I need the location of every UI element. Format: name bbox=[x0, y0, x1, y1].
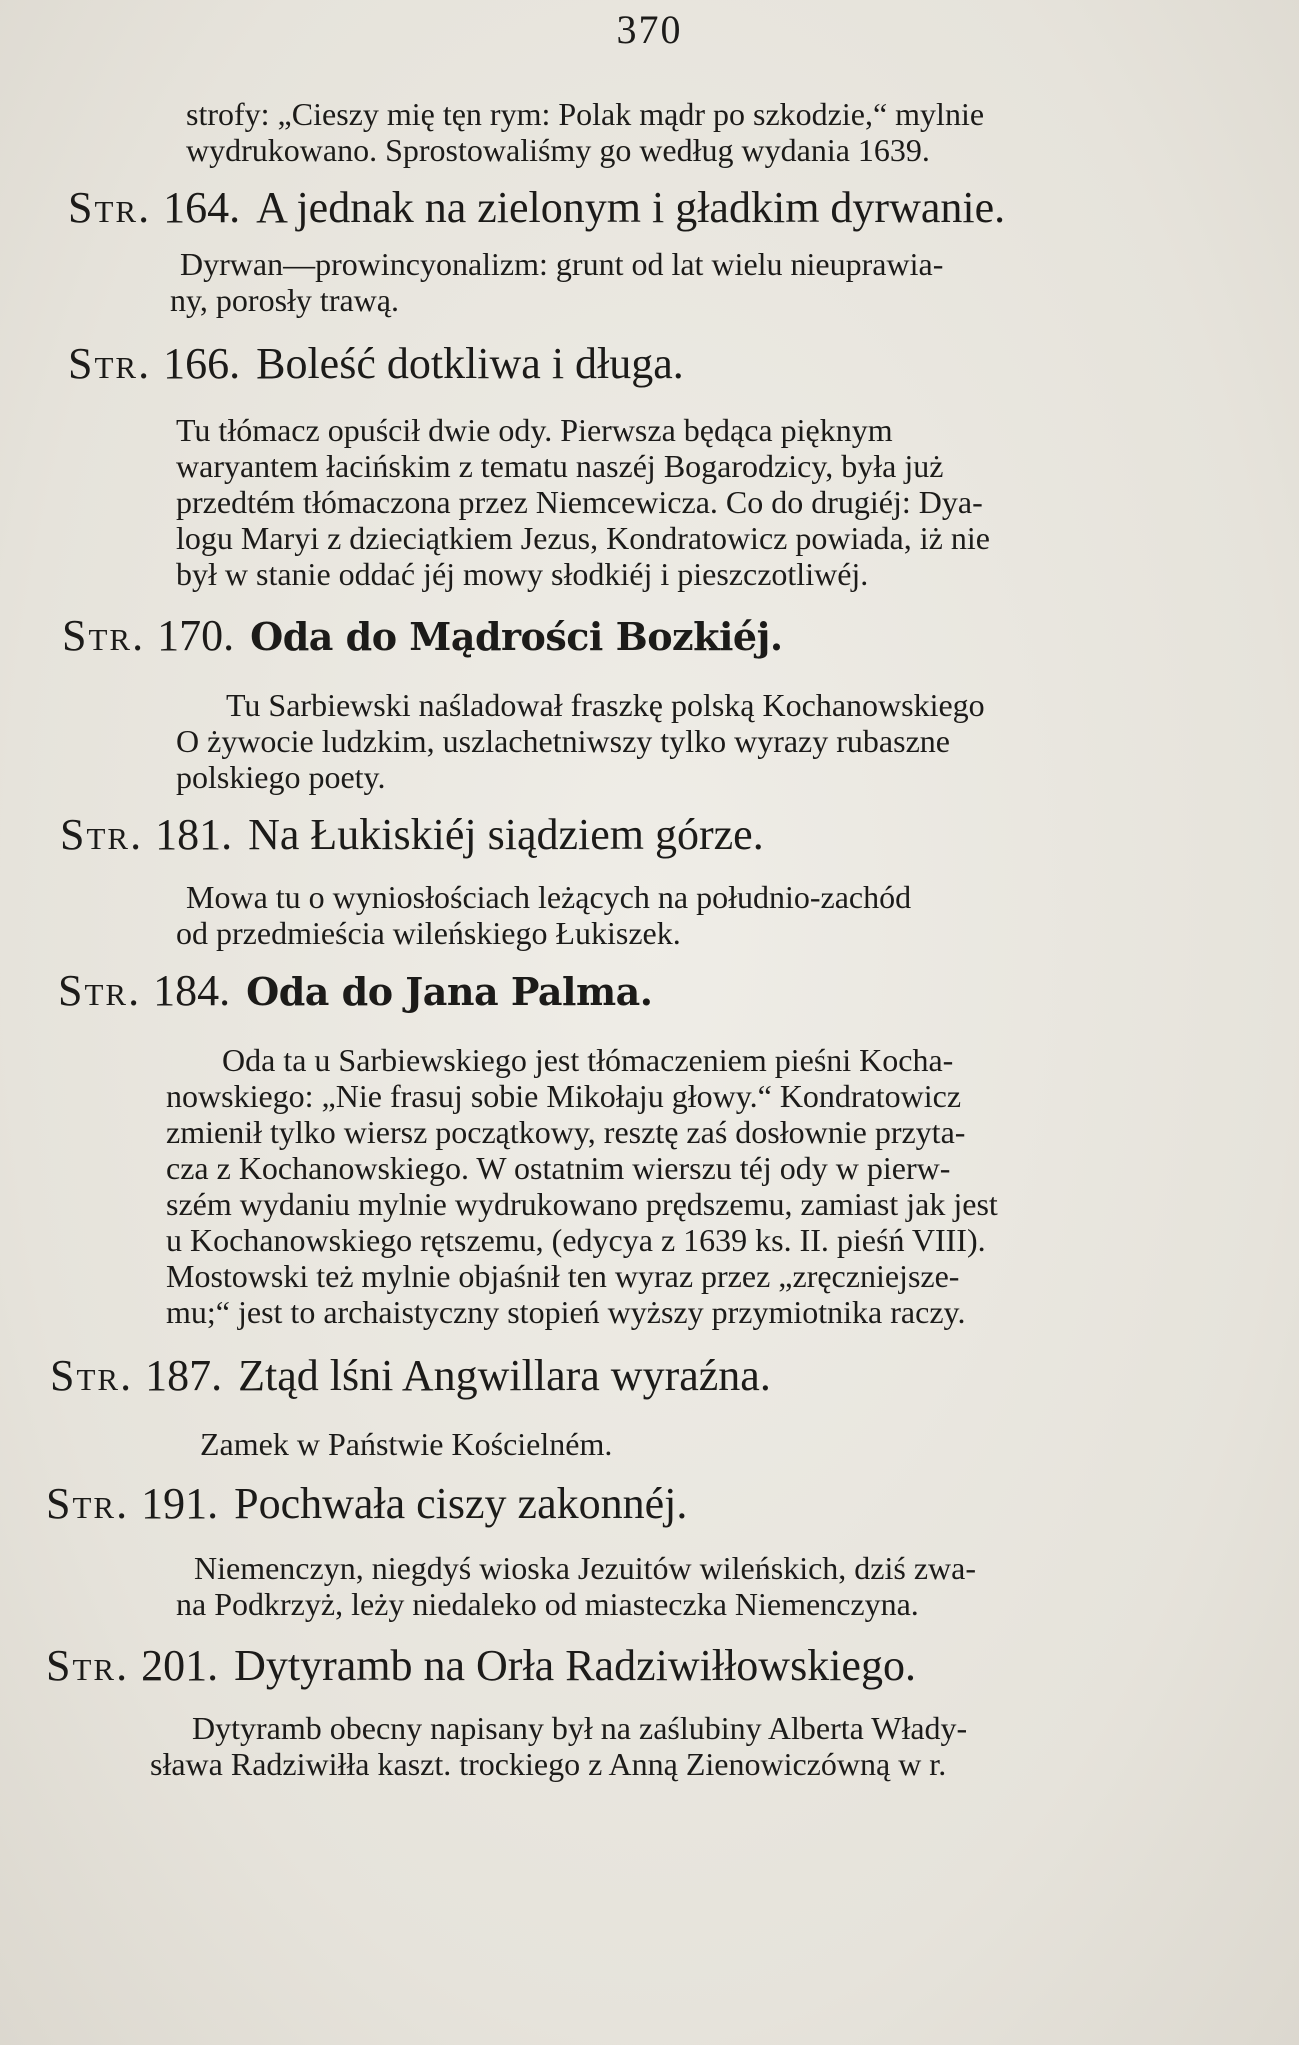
str-label: Str. bbox=[50, 1351, 134, 1400]
str-label: Str. bbox=[68, 339, 152, 388]
entry-note bbox=[150, 1710, 1160, 1782]
str-label: Str. bbox=[58, 966, 142, 1015]
text-line: sława Radziwiłła kaszt. trockiego z Anną Zienowiczówną w r. bbox=[150, 1746, 947, 1782]
entry-note bbox=[170, 246, 1180, 318]
page-ref: 187. bbox=[145, 1351, 223, 1400]
text-line: od przedmieścia wileńskiego Łukiszek. bbox=[176, 915, 681, 951]
text-line: przedtém tłómaczona przez Niemcewicza. Co do drugiéj: Dya- bbox=[176, 484, 983, 520]
entry-note bbox=[200, 1426, 1170, 1462]
entry-184 bbox=[0, 965, 1299, 1330]
entry-201 bbox=[0, 1640, 1299, 1782]
str-label: Str. bbox=[62, 611, 146, 660]
entry-note bbox=[166, 1042, 1176, 1330]
entry-heading bbox=[50, 1350, 1299, 1402]
text-line: Dytyramb obecny napisany był na zaślubiny Alberta Włady- bbox=[192, 1710, 968, 1746]
text-line: Zamek w Państwie Kościelném. bbox=[200, 1426, 613, 1462]
entry-title: A jednak na zielonym i gładkim dyrwanie. bbox=[256, 183, 1006, 232]
entry-note bbox=[176, 412, 1176, 592]
entry-title: Boleść dotkliwa i długa. bbox=[256, 339, 684, 388]
entry-187 bbox=[0, 1350, 1299, 1462]
text-line: ny, porosły trawą. bbox=[170, 282, 399, 318]
text-line: Mowa tu o wyniosłościach leżących na południo-zachód bbox=[186, 879, 912, 915]
entry-heading bbox=[68, 338, 1299, 390]
page-content bbox=[0, 96, 1299, 1782]
text-line: Oda ta u Sarbiewskiego jest tłómaczeniem pieśni Kocha- bbox=[222, 1042, 954, 1078]
text-line: logu Maryi z dzieciątkiem Jezus, Kondratowicz powiada, iż nie bbox=[176, 520, 990, 556]
entry-title: Oda do Jana Palma. bbox=[246, 969, 653, 1014]
intro-paragraph bbox=[186, 96, 1176, 168]
text-line: na Podkrzyż, leży niedaleko od miasteczka Niemenczyna. bbox=[176, 1586, 919, 1622]
entry-191 bbox=[0, 1478, 1299, 1622]
entry-title: Ztąd lśni Angwillara wyraźna. bbox=[238, 1351, 771, 1400]
entry-heading bbox=[46, 1478, 1299, 1530]
text-line: strofy: „Cieszy mię tęn rym: Polak mądr po szkodzie,“ mylnie bbox=[186, 96, 985, 132]
str-label: Str. bbox=[60, 810, 144, 859]
text-line: O żywocie ludzkim, uszlachetniwszy tylko wyrazy rubaszne bbox=[176, 723, 950, 759]
entry-title: Oda do Mądrości Bozkiéj. bbox=[250, 614, 783, 659]
entry-166 bbox=[0, 338, 1299, 592]
text-line: wydrukowano. Sprostowaliśmy go według wydania 1639. bbox=[186, 132, 930, 168]
entry-title: Pochwała ciszy zakonnéj. bbox=[234, 1479, 688, 1528]
page-ref: 181. bbox=[155, 810, 233, 859]
page-number: 370 bbox=[616, 7, 683, 52]
text-line: Tu tłómacz opuścił dwie ody. Pierwsza będąca pięknym bbox=[176, 412, 893, 448]
page-ref: 191. bbox=[141, 1479, 219, 1528]
entry-heading bbox=[60, 809, 1299, 861]
text-line: był w stanie oddać jéj mowy słodkiéj i pieszczotliwéj. bbox=[176, 556, 869, 592]
entry-heading bbox=[68, 182, 1299, 234]
text-line: Tu Sarbiewski naśladował fraszkę polską Kochanowskiego bbox=[226, 687, 985, 723]
page-ref: 184. bbox=[153, 966, 231, 1015]
text-line: zmienił tylko wiersz początkowy, resztę zaś dosłownie przyta- bbox=[166, 1114, 966, 1150]
str-label: Str. bbox=[46, 1641, 130, 1690]
text-line: Dyrwan—prowincyonalizm: grunt od lat wielu nieuprawia- bbox=[180, 246, 944, 282]
page-ref: 201. bbox=[141, 1641, 219, 1690]
entry-heading bbox=[46, 1640, 1299, 1692]
text-line: nowskiego: „Nie frasuj sobie Mikołaju głowy.“ Kondratowicz bbox=[166, 1078, 962, 1114]
entry-note bbox=[176, 1550, 1166, 1622]
text-line: cza z Kochanowskiego. W ostatnim wierszu téj ody w pierw- bbox=[166, 1150, 951, 1186]
text-line: polskiego poety. bbox=[176, 759, 386, 795]
entry-note bbox=[176, 879, 1176, 951]
page-ref: 164. bbox=[163, 183, 241, 232]
entry-heading bbox=[62, 610, 1299, 663]
text-line: szém wydaniu mylnie wydrukowano prędszemu, zamiast jak jest bbox=[166, 1186, 998, 1222]
text-line: Niemenczyn, niegdyś wioska Jezuitów wileńskich, dziś zwa- bbox=[194, 1550, 977, 1586]
page-ref: 170. bbox=[157, 611, 235, 660]
text-line: waryantem łacińskim z tematu naszéj Bogarodzicy, była już bbox=[176, 448, 944, 484]
entry-title: Dytyramb na Orła Radziwiłłowskiego. bbox=[234, 1641, 916, 1690]
entry-170 bbox=[0, 610, 1299, 795]
entry-note bbox=[176, 687, 1176, 795]
entry-heading bbox=[58, 965, 1299, 1018]
str-label: Str. bbox=[68, 183, 152, 232]
str-label: Str. bbox=[46, 1479, 130, 1528]
text-line: Mostowski też mylnie objaśnił ten wyraz przez „zręczniejsze- bbox=[166, 1258, 960, 1294]
text-line: u Kochanowskiego rętszemu, (edycya z 1639 ks. II. pieśń VIII). bbox=[166, 1222, 986, 1258]
page-ref: 166. bbox=[163, 339, 241, 388]
entry-title: Na Łukiskiéj siądziem górze. bbox=[248, 810, 764, 859]
text-line: mu;“ jest to archaistyczny stopień wyższy przymiotnika raczy. bbox=[166, 1294, 966, 1330]
entry-164 bbox=[0, 182, 1299, 318]
entry-181 bbox=[0, 809, 1299, 951]
